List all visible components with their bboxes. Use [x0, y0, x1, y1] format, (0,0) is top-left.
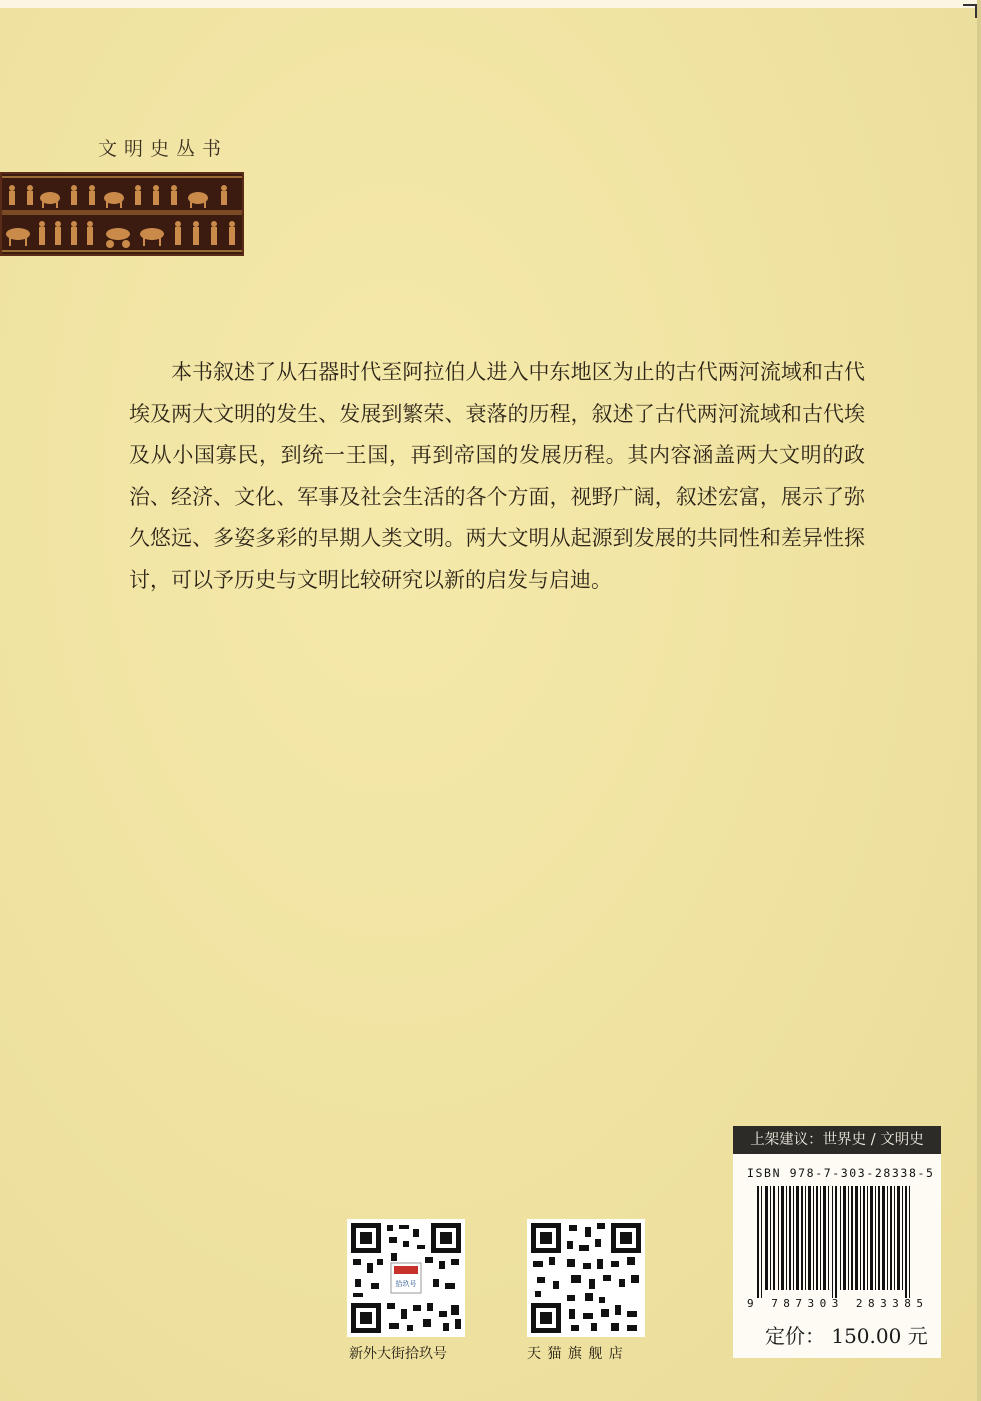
shelf-category-label: 上架建议：世界史 / 文明史 — [733, 1126, 941, 1154]
price-barcode-panel — [733, 1126, 941, 1358]
tmall-store-qr-code[interactable] — [527, 1219, 645, 1337]
scan-right-edge — [977, 0, 981, 1401]
scan-top-edge — [0, 0, 981, 8]
publisher-qr-code[interactable] — [347, 1219, 465, 1337]
book-description: 本书叙述了从石器时代至阿拉伯人进入中东地区为止的古代两河流域和古代埃及两大文明的发生、发展到繁荣、衰落的历程，叙述了古代两河流域和古代埃及从小国寡民，到统一王国，再到帝国的发展历程。其内容涵盖两大文明的政治、经济、文化、军事及社会生活的各个方面，视野广阔，叙述宏富，展示了弥久悠远、多姿多彩的早期人类文明。两大文明从起源到发展的共同性和差异性探讨，可以予历史与文明比较研究以新的启发与启迪。 — [129, 360, 865, 592]
qr-center-logo-text: 拾玖号 — [395, 1280, 417, 1288]
book-price: 定价： 150.00 元 — [765, 1324, 928, 1348]
isbn-barcode — [747, 1186, 925, 1308]
qr-caption-publisher: 新外大街拾玖号 — [349, 1346, 447, 1362]
series-title: 文明史丛书 — [98, 138, 229, 160]
crop-corner-mark — [963, 4, 977, 18]
isbn-number: ISBN 978-7-303-28338-5 — [747, 1166, 935, 1180]
qr-caption-tmall: 天 猫 旗 舰 店 — [527, 1346, 624, 1362]
barcode-digits: 9 787303 283385 — [747, 1297, 923, 1308]
mural-banner-image — [0, 172, 244, 256]
